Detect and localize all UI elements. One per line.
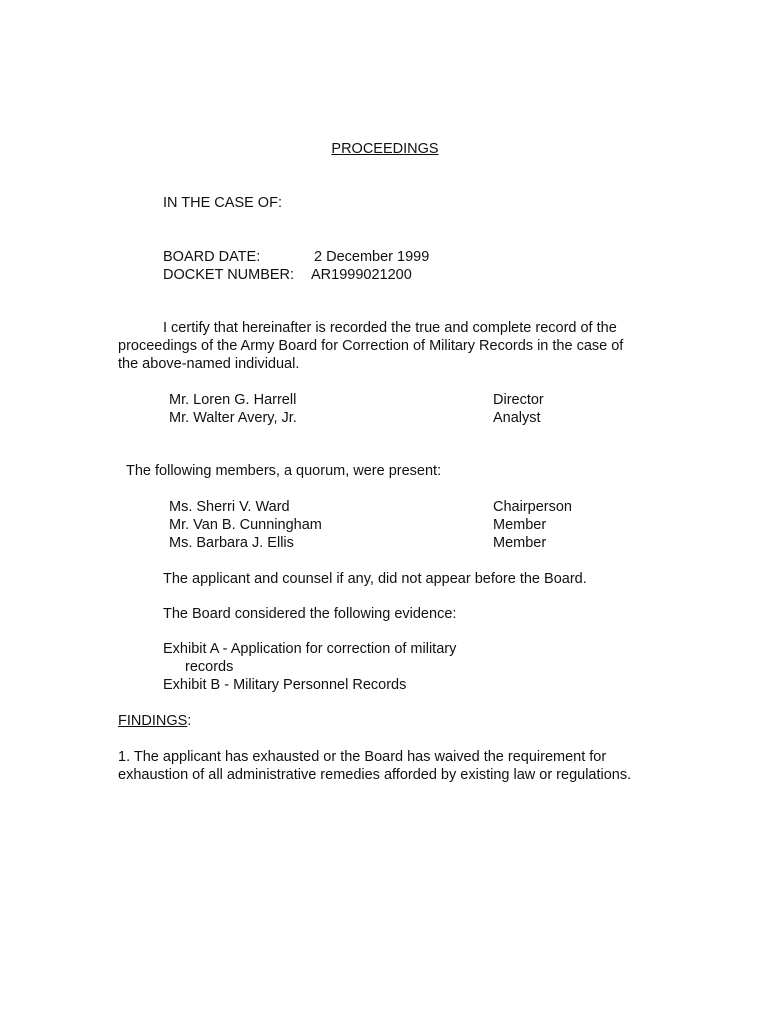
exhibit-a-continued: records <box>185 659 234 675</box>
evidence-intro: The Board considered the following evidence: <box>163 606 457 622</box>
docket-number-value: AR1999021200 <box>311 267 412 283</box>
case-label: IN THE CASE OF: <box>163 195 282 211</box>
staff-name: Mr. Loren G. Harrell <box>169 392 297 408</box>
member-role: Member <box>493 517 547 533</box>
finding-1-line: 1. The applicant has exhausted or the Board has waived the requirement for <box>118 749 607 765</box>
exhibit-a: Exhibit A - Application for correction of military <box>163 641 457 657</box>
board-date-value: 2 December 1999 <box>314 249 430 265</box>
member-name: Mr. Van B. Cunningham <box>169 517 322 533</box>
docket-number-label: DOCKET NUMBER: <box>163 267 295 283</box>
member-role: Member <box>493 535 547 551</box>
appearance-statement: The applicant and counsel if any, did not appear before the Board. <box>163 571 587 587</box>
staff-role: Analyst <box>493 410 541 426</box>
exhibit-b: Exhibit B - Military Personnel Records <box>163 677 407 693</box>
certification-line: proceedings of the Army Board for Correction of Military Records in the case of <box>118 338 624 354</box>
quorum-statement: The following members, a quorum, were present: <box>126 463 442 479</box>
member-role: Chairperson <box>493 499 572 515</box>
staff-role: Director <box>493 392 544 408</box>
findings-heading-text: FINDINGS <box>118 713 188 729</box>
member-name: Ms. Barbara J. Ellis <box>169 535 294 551</box>
findings-heading <box>118 712 191 730</box>
finding-1-line: exhaustion of all administrative remedies afforded by existing law or regulations. <box>118 767 632 783</box>
page-title: PROCEEDINGS <box>331 141 439 157</box>
staff-name: Mr. Walter Avery, Jr. <box>169 410 297 426</box>
certification-line: I certify that hereinafter is recorded the true and complete record of the <box>163 320 617 336</box>
board-date-label: BOARD DATE: <box>163 249 261 265</box>
findings-heading-colon: : <box>187 713 192 729</box>
member-name: Ms. Sherri V. Ward <box>169 499 290 515</box>
certification-line: the above-named individual. <box>118 356 300 372</box>
